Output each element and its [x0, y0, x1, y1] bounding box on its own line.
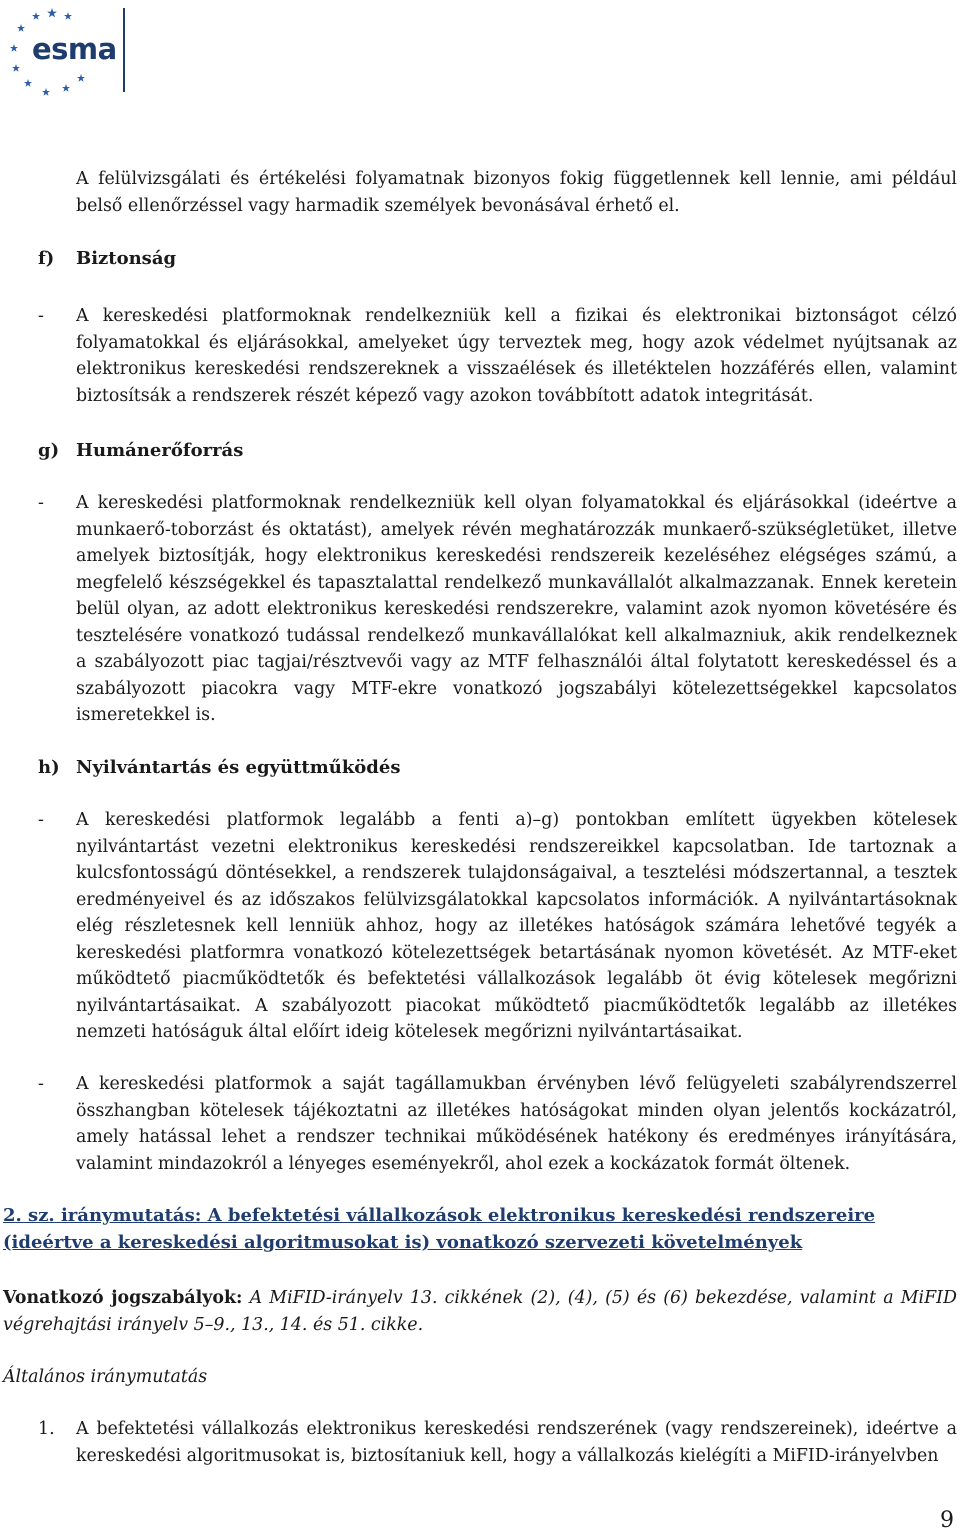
list-marker: -	[38, 1074, 44, 1094]
esma-logo	[6, 4, 116, 99]
guideline-title-text: iránymutatás: A befektetési vállalkozások elektronikus kereskedési rendszereire (ideértve a kereskedési algoritmusokat is) vonatkozó szervezeti követelmények	[3, 1205, 876, 1253]
list-marker: -	[38, 306, 44, 326]
page-header	[0, 0, 960, 100]
header-divider	[123, 8, 125, 92]
legal-references-label: Vonatkozó jogszabályok:	[3, 1288, 243, 1308]
numbered-item	[38, 1416, 957, 1469]
intro-paragraph: A felülvizsgálati és értékelési folyamatnak bizonyos fokig függetlennek kell lennie, ami például belső ellenőrzéssel vagy harmadik személyek bevonásával érhető el.	[76, 169, 957, 216]
list-marker: -	[38, 810, 44, 830]
list-item	[38, 1071, 957, 1177]
list-item-text: A kereskedési platformok legalább a fenti a)–g) pontokban említett ügyekben kötelesek nyilvántartást vezetni elektronikus kereskedési rendszereikkel kapcsolatban. Ide tartoznak a kulcsfontosságú döntésekkel, a rendszerek tulajdonságaival, a tesztelési módszertannal, a tesztek eredményeivel és az időszakos felülvizsgálatokkal kapcsolatos információk. A nyilvántartásoknak elég részletesnek kell lenniük ahhoz, hogy az illetékes hatóságok számára lehetővé tegyék a kereskedési platformra vonatkozó kötelezettségek betartásának nyomon követését. Az MTF-eket működtető piacműködtetők és befektetési vállalkozások legalább öt évig kötelesek megőrizni nyilvántartásaikat. A szabályozott piacokat működtető piacműködtetők legalább az illetékes nemzeti hatóságuk által előírt ideig kötelesek megőrizni nyilvántartásaikat.	[76, 810, 957, 1042]
section-letter: h)	[38, 757, 60, 778]
legal-references-text: A MiFID-irányelv 13. cikkének (2), (4), (5) és (6) bekezdése, valamint a MiFID végrehajtási irányelv 5–9., 13., 14. és 51. cikke.	[3, 1288, 957, 1335]
section-title: Biztonság	[76, 248, 177, 269]
list-item-text: A kereskedési platformoknak rendelkezniük kell a fizikai és elektronikai biztonságot célzó folyamatokkal és eljárásokkal, amelyeket úgy terveztek meg, hogy azok védelmet nyújtsanak az elektronikus kereskedési rendszereknek a visszaélések és illetéktelen hozzáférés ellen, valamint biztosítsák a rendszerek részét képező vagy azokon továbbított adatok integritását.	[76, 306, 957, 406]
list-marker: -	[38, 493, 44, 513]
list-item	[38, 490, 957, 729]
guideline-number: 2. sz.	[3, 1205, 55, 1226]
numbered-item-text: A befektetési vállalkozás elektronikus kereskedési rendszerének (vagy rendszereinek), ideértve a kereskedési algoritmusokat is, biztosítaniuk kell, hogy a vállalkozás kielégíti a MiFID-irányelvben	[76, 1419, 957, 1466]
list-item-text: A kereskedési platformoknak rendelkezniük kell olyan folyamatokkal és eljárásokkal (ideértve a munkaerő-toborzást és oktatást), amelyek révén meghatározzák munkaerő-szükségletüket, illetve amelyek biztosítják, hogy elektronikus kereskedési rendszereik kezeléséhez elégséges számú, a megfelelő készségekkel és tapasztalattal rendelkező munkavállalót alkalmazzanak. Ennek keretein belül olyan, az adott elektronikus kereskedési rendszerekre, valamint azok nyomon követésére és tesztelésére vonatkozó tudással rendelkező munkavállalókat kell alkalmazniuk, akik rendelkeznek a szabályozott piac tagjai/résztvevői vagy az MTF felhasználói által folytatott kereskedéssel és a szabályozott piacokra vagy MTF-ekre vonatkozó jogszabályi kötelezettségekkel kapcsolatos ismeretekkel is.	[76, 493, 957, 725]
numbered-item-marker: 1.	[38, 1419, 55, 1439]
section-letter: f)	[38, 248, 55, 269]
section-title: Humánerőforrás	[76, 440, 244, 461]
list-item	[38, 807, 957, 1046]
section-title: Nyilvántartás és együttműködés	[76, 757, 401, 778]
section-letter: g)	[38, 440, 60, 461]
legal-references	[3, 1285, 957, 1338]
list-item	[38, 303, 957, 409]
guideline-title	[3, 1202, 957, 1256]
section-heading-h	[38, 755, 938, 782]
page-number: 9	[940, 1508, 954, 1533]
section-heading-f	[38, 246, 938, 273]
list-item-text: A kereskedési platformok a saját tagállamukban érvényben lévő felügyeleti szabályrendszerrel összhangban kötelesek tájékoztatni az illetékes hatóságokat minden olyan jelentős kockázatról, amely hatással lehet a rendszer technikai működésének hatékony és eredményes irányítására, valamint mindazokról a lényeges eseményekről, ahol ezek a kockázatok formát öltenek.	[76, 1074, 957, 1174]
general-guideline-heading: Általános iránymutatás	[3, 1367, 208, 1387]
section-heading-g	[38, 438, 938, 465]
esma-logo-text: esma	[32, 32, 117, 66]
